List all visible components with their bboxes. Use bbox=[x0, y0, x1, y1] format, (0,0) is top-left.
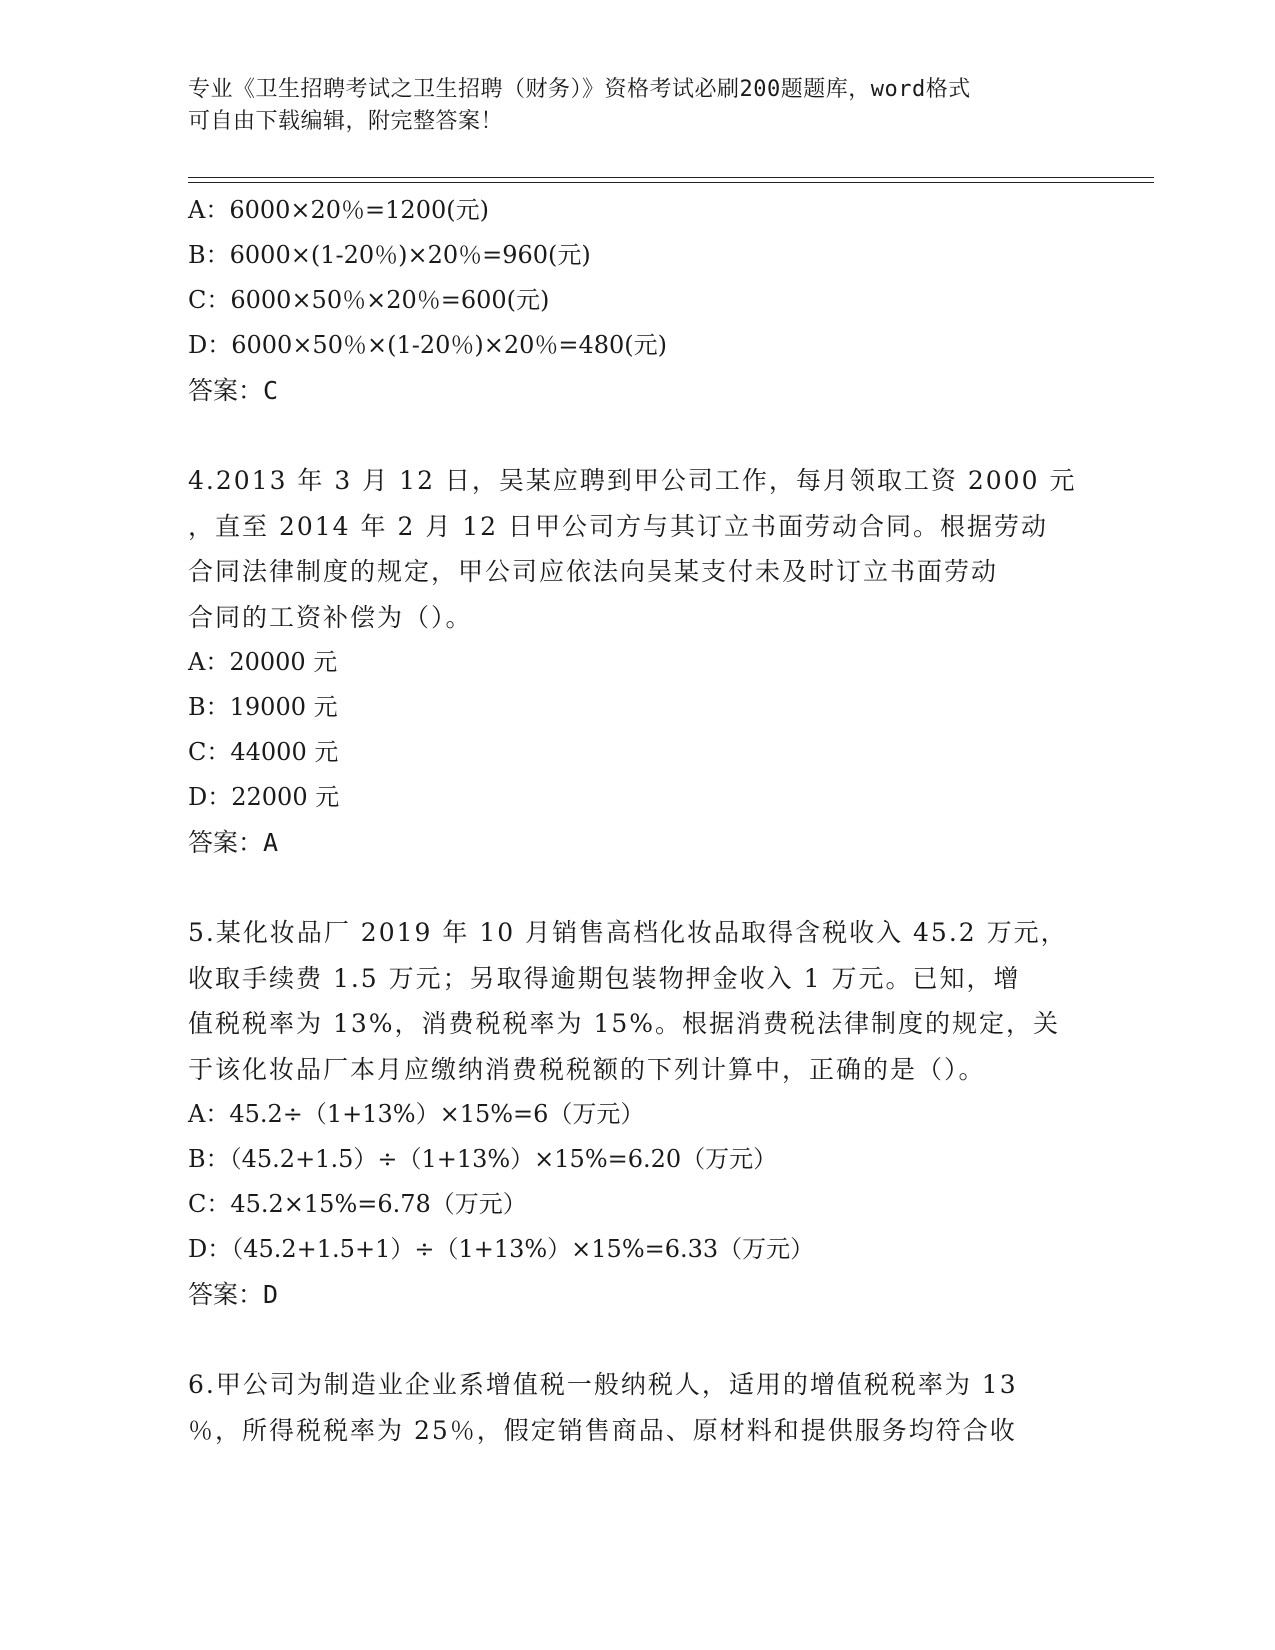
q5-stem-line-3: 值税税率为 13%，消费税税率为 15%。根据消费税法律制度的规定，关 bbox=[188, 1009, 1061, 1038]
spacer bbox=[188, 413, 1088, 458]
q5-stem-line-4: 于该化妆品厂本月应缴纳消费税税额的下列计算中，正确的是（）。 bbox=[188, 1054, 986, 1084]
q5-option-d: D：（45.2+1.5+1）÷（1+13%）×15%=6.33（万元） bbox=[188, 1235, 815, 1263]
q5-stem-line-1: 5.某化妆品厂 2019 年 10 月销售高档化妆品取得含税收入 45.2 万元， bbox=[188, 918, 1068, 947]
q4-stem-line-3: 合同法律制度的规定，甲公司应依法向吴某支付未及时订立书面劳动 bbox=[188, 557, 999, 586]
question-5-options bbox=[188, 1092, 1088, 1272]
q5-option-a: A：45.2÷（1+13%）×15%=6（万元） bbox=[188, 1100, 645, 1128]
q5-option-c: C：45.2×15%=6.78（万元） bbox=[188, 1190, 527, 1218]
q5-answer: 答案：D bbox=[188, 1280, 279, 1309]
q6-stem-line-1: 6.甲公司为制造业企业系增值税一般纳税人，适用的增值税税率为 13 bbox=[188, 1370, 1018, 1399]
question-4-stem bbox=[188, 458, 1088, 640]
question-5-stem bbox=[188, 910, 1088, 1092]
spacer bbox=[188, 1317, 1088, 1362]
q5-option-b: B：（45.2+1.5）÷（1+13%）×15%=6.20（万元） bbox=[188, 1145, 778, 1173]
document-header bbox=[188, 74, 1068, 138]
q3-answer: 答案：C bbox=[188, 376, 279, 405]
q3-option-d: D：6000×50％×(1-20％)×20％=480(元) bbox=[188, 331, 668, 359]
header-divider-top bbox=[188, 177, 1154, 178]
q4-stem-line-1: 4.2013 年 3 月 12 日，吴某应聘到甲公司工作，每月领取工资 2000 元 bbox=[188, 466, 1077, 495]
q4-stem-line-4: 合同的工资补偿为（）。 bbox=[188, 602, 473, 632]
header-title-line-2: 可自由下载编辑，附完整答案！ bbox=[188, 109, 504, 134]
q4-option-b: B：19000 元 bbox=[188, 693, 338, 721]
q4-option-a: A：20000 元 bbox=[188, 648, 338, 676]
question-list bbox=[188, 188, 1088, 1453]
header-divider-bottom bbox=[188, 182, 1154, 183]
q4-option-c: C：44000 元 bbox=[188, 738, 339, 766]
q6-stem-line-2: ％，所得税税率为 25％，假定销售商品、原材料和提供服务均符合收 bbox=[188, 1415, 1017, 1445]
q3-option-c: C：6000×50％×20％=600(元) bbox=[188, 286, 550, 314]
q4-option-d: D：22000 元 bbox=[188, 783, 340, 811]
q3-option-b: B：6000×(1-20％)×20％=960(元) bbox=[188, 241, 591, 269]
q3-option-a: A：6000×20％=1200(元) bbox=[188, 196, 489, 224]
header-title-line-1: 专业《卫生招聘考试之卫生招聘（财务）》资格考试必刷200题题库，word格式 bbox=[188, 77, 971, 102]
question-4-options bbox=[188, 640, 1088, 820]
question-6-stem bbox=[188, 1362, 1088, 1453]
q5-stem-line-2: 收取手续费 1.5 万元；另取得逾期包装物押金收入 1 万元。已知，增 bbox=[188, 963, 1021, 993]
q4-answer: 答案：A bbox=[188, 828, 279, 857]
spacer bbox=[188, 865, 1088, 910]
question-3-options bbox=[188, 188, 1088, 368]
q4-stem-line-2: ，直至 2014 年 2 月 12 日甲公司方与其订立书面劳动合同。根据劳动 bbox=[188, 511, 1049, 541]
